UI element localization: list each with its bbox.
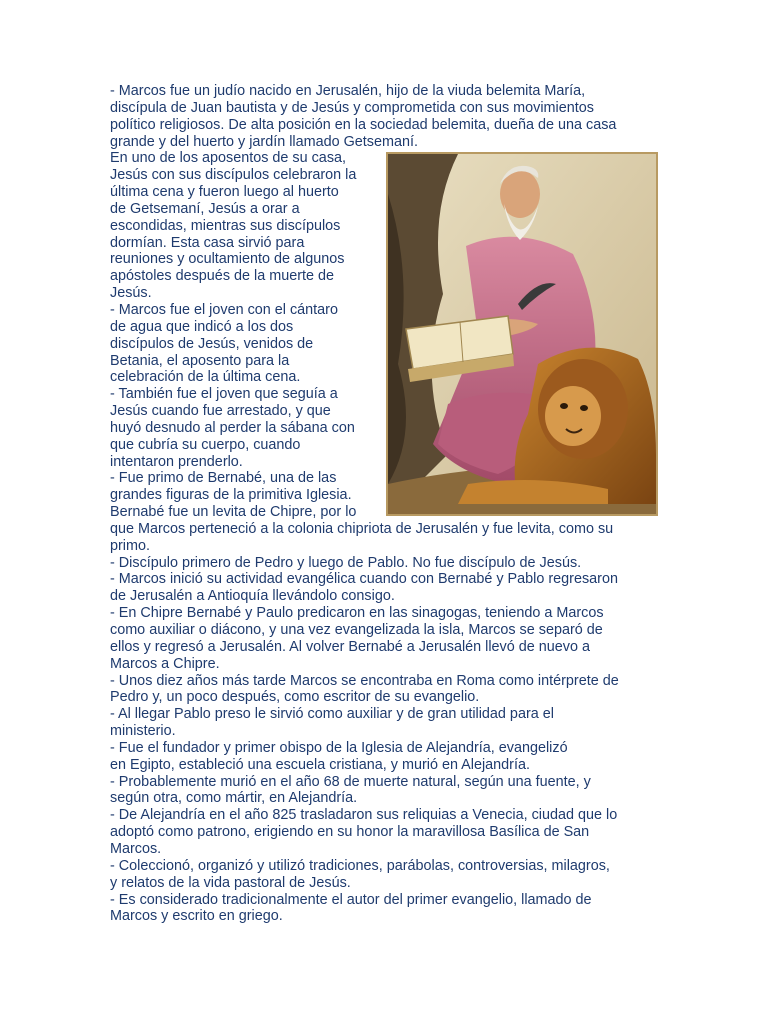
text-line: que Marcos perteneció a la colonia chipriota de Jerusalén y fue levita, como su — [110, 520, 614, 537]
text-line: - En Chipre Bernabé y Paulo predicaron en las sinagogas, teniendo a Marcos — [110, 605, 604, 622]
text-line: Jesús cuando fue arrestado, y que — [110, 403, 331, 420]
text-line: de Jerusalén a Antioquía llevándolo consigo. — [110, 588, 395, 605]
text-line: apóstoles después de la muerte de — [110, 268, 335, 285]
text-line: según otra, como mártir, en Alejandría. — [110, 790, 358, 807]
text-line: Jesús con sus discípulos celebraron la — [110, 167, 357, 184]
text-line: Marcos. — [110, 840, 162, 857]
saint-mark-painting — [386, 152, 658, 516]
text-line: ministerio. — [110, 723, 176, 740]
text-line: Betania, el aposento para la — [110, 352, 290, 369]
text-line: - También fue el joven que seguía a — [110, 386, 338, 403]
text-line: de Getsemaní, Jesús a orar a — [110, 200, 300, 217]
text-line: - Es considerado tradicionalmente el autor del primer evangelio, llamado de — [110, 891, 592, 908]
painting-illustration — [388, 154, 656, 514]
text-line: intentaron prenderlo. — [110, 453, 243, 470]
text-line: última cena y fueron luego al huerto — [110, 184, 339, 201]
text-line: y relatos de la vida pastoral de Jesús. — [110, 874, 351, 891]
text-line: discípulos de Jesús, venidos de — [110, 335, 314, 352]
text-line: reuniones y ocultamiento de algunos — [110, 251, 345, 268]
text-line: de agua que indicó a los dos — [110, 318, 294, 335]
text-line: adoptó como patrono, erigiendo en su honor la maravillosa Basílica de San — [110, 824, 590, 841]
text-line: huyó desnudo al perder la sábana con — [110, 419, 355, 436]
text-line: que cubría su cuerpo, cuando — [110, 436, 301, 453]
text-line: - Marcos fue un judío nacido en Jerusalén, hijo de la viuda belemita María, — [110, 83, 586, 99]
text-line: Marcos y escrito en griego. — [110, 908, 283, 925]
text-line: En uno de los aposentos de su casa, — [110, 150, 347, 167]
text-line: Jesús. — [110, 285, 152, 302]
text-line: - Fue el fundador y primer obispo de la Iglesia de Alejandría, evangelizó — [110, 739, 568, 756]
text-line: - Probablemente murió en el año 68 de muerte natural, según una fuente, y — [110, 773, 591, 790]
text-line: dormían. Esta casa sirvió para — [110, 234, 305, 251]
text-line: - Marcos fue el joven con el cántaro — [110, 301, 338, 318]
text-line: en Egipto, estableció una escuela cristiana, y murió en Alejandría. — [110, 756, 530, 773]
text-line: político religiosos. De alta posición en la sociedad belemita, dueña de una casa — [110, 116, 617, 133]
text-line: - Coleccionó, organizó y utilizó tradiciones, parábolas, controversias, milagros, — [110, 857, 610, 874]
text-line: primo. — [110, 537, 150, 554]
text-line: ellos y regresó a Jerusalén. Al volver Bernabé a Jerusalén llevó de nuevo a — [110, 638, 590, 655]
text-line: escondidas, mientras sus discípulos — [110, 217, 341, 234]
text-line: Bernabé fue un levita de Chipre, por lo — [110, 504, 357, 521]
text-line: - Discípulo primero de Pedro y luego de Pablo. No fue discípulo de Jesús. — [110, 554, 582, 571]
text-line: Marcos a Chipre. — [110, 655, 220, 672]
text-line: - Al llegar Pablo preso le sirvió como auxiliar y de gran utilidad para el — [110, 706, 554, 723]
text-line: como auxiliar o diácono, y una vez evangelizada la isla, Marcos se separó de — [110, 622, 603, 638]
text-line: - Fue primo de Bernabé, una de las — [110, 470, 337, 487]
text-line: - Marcos inició su actividad evangélica cuando con Bernabé y Pablo regresaron — [110, 571, 618, 588]
text-line: grande y del huerto y jardín llamado Getsemaní. — [110, 133, 418, 150]
text-line: grandes figuras de la primitiva Iglesia. — [110, 487, 352, 504]
text-line: celebración de la última cena. — [110, 369, 301, 386]
text-line: - De Alejandría en el año 825 trasladaron sus reliquias a Venecia, ciudad que lo — [110, 807, 618, 824]
text-line: discípula de Juan bautista y de Jesús y comprometida con sus movimientos — [110, 99, 594, 116]
text-line: - Unos diez años más tarde Marcos se encontraba en Roma como intérprete de — [110, 672, 619, 689]
text-line: Pedro y, un poco después, como escritor de su evangelio. — [110, 689, 480, 706]
